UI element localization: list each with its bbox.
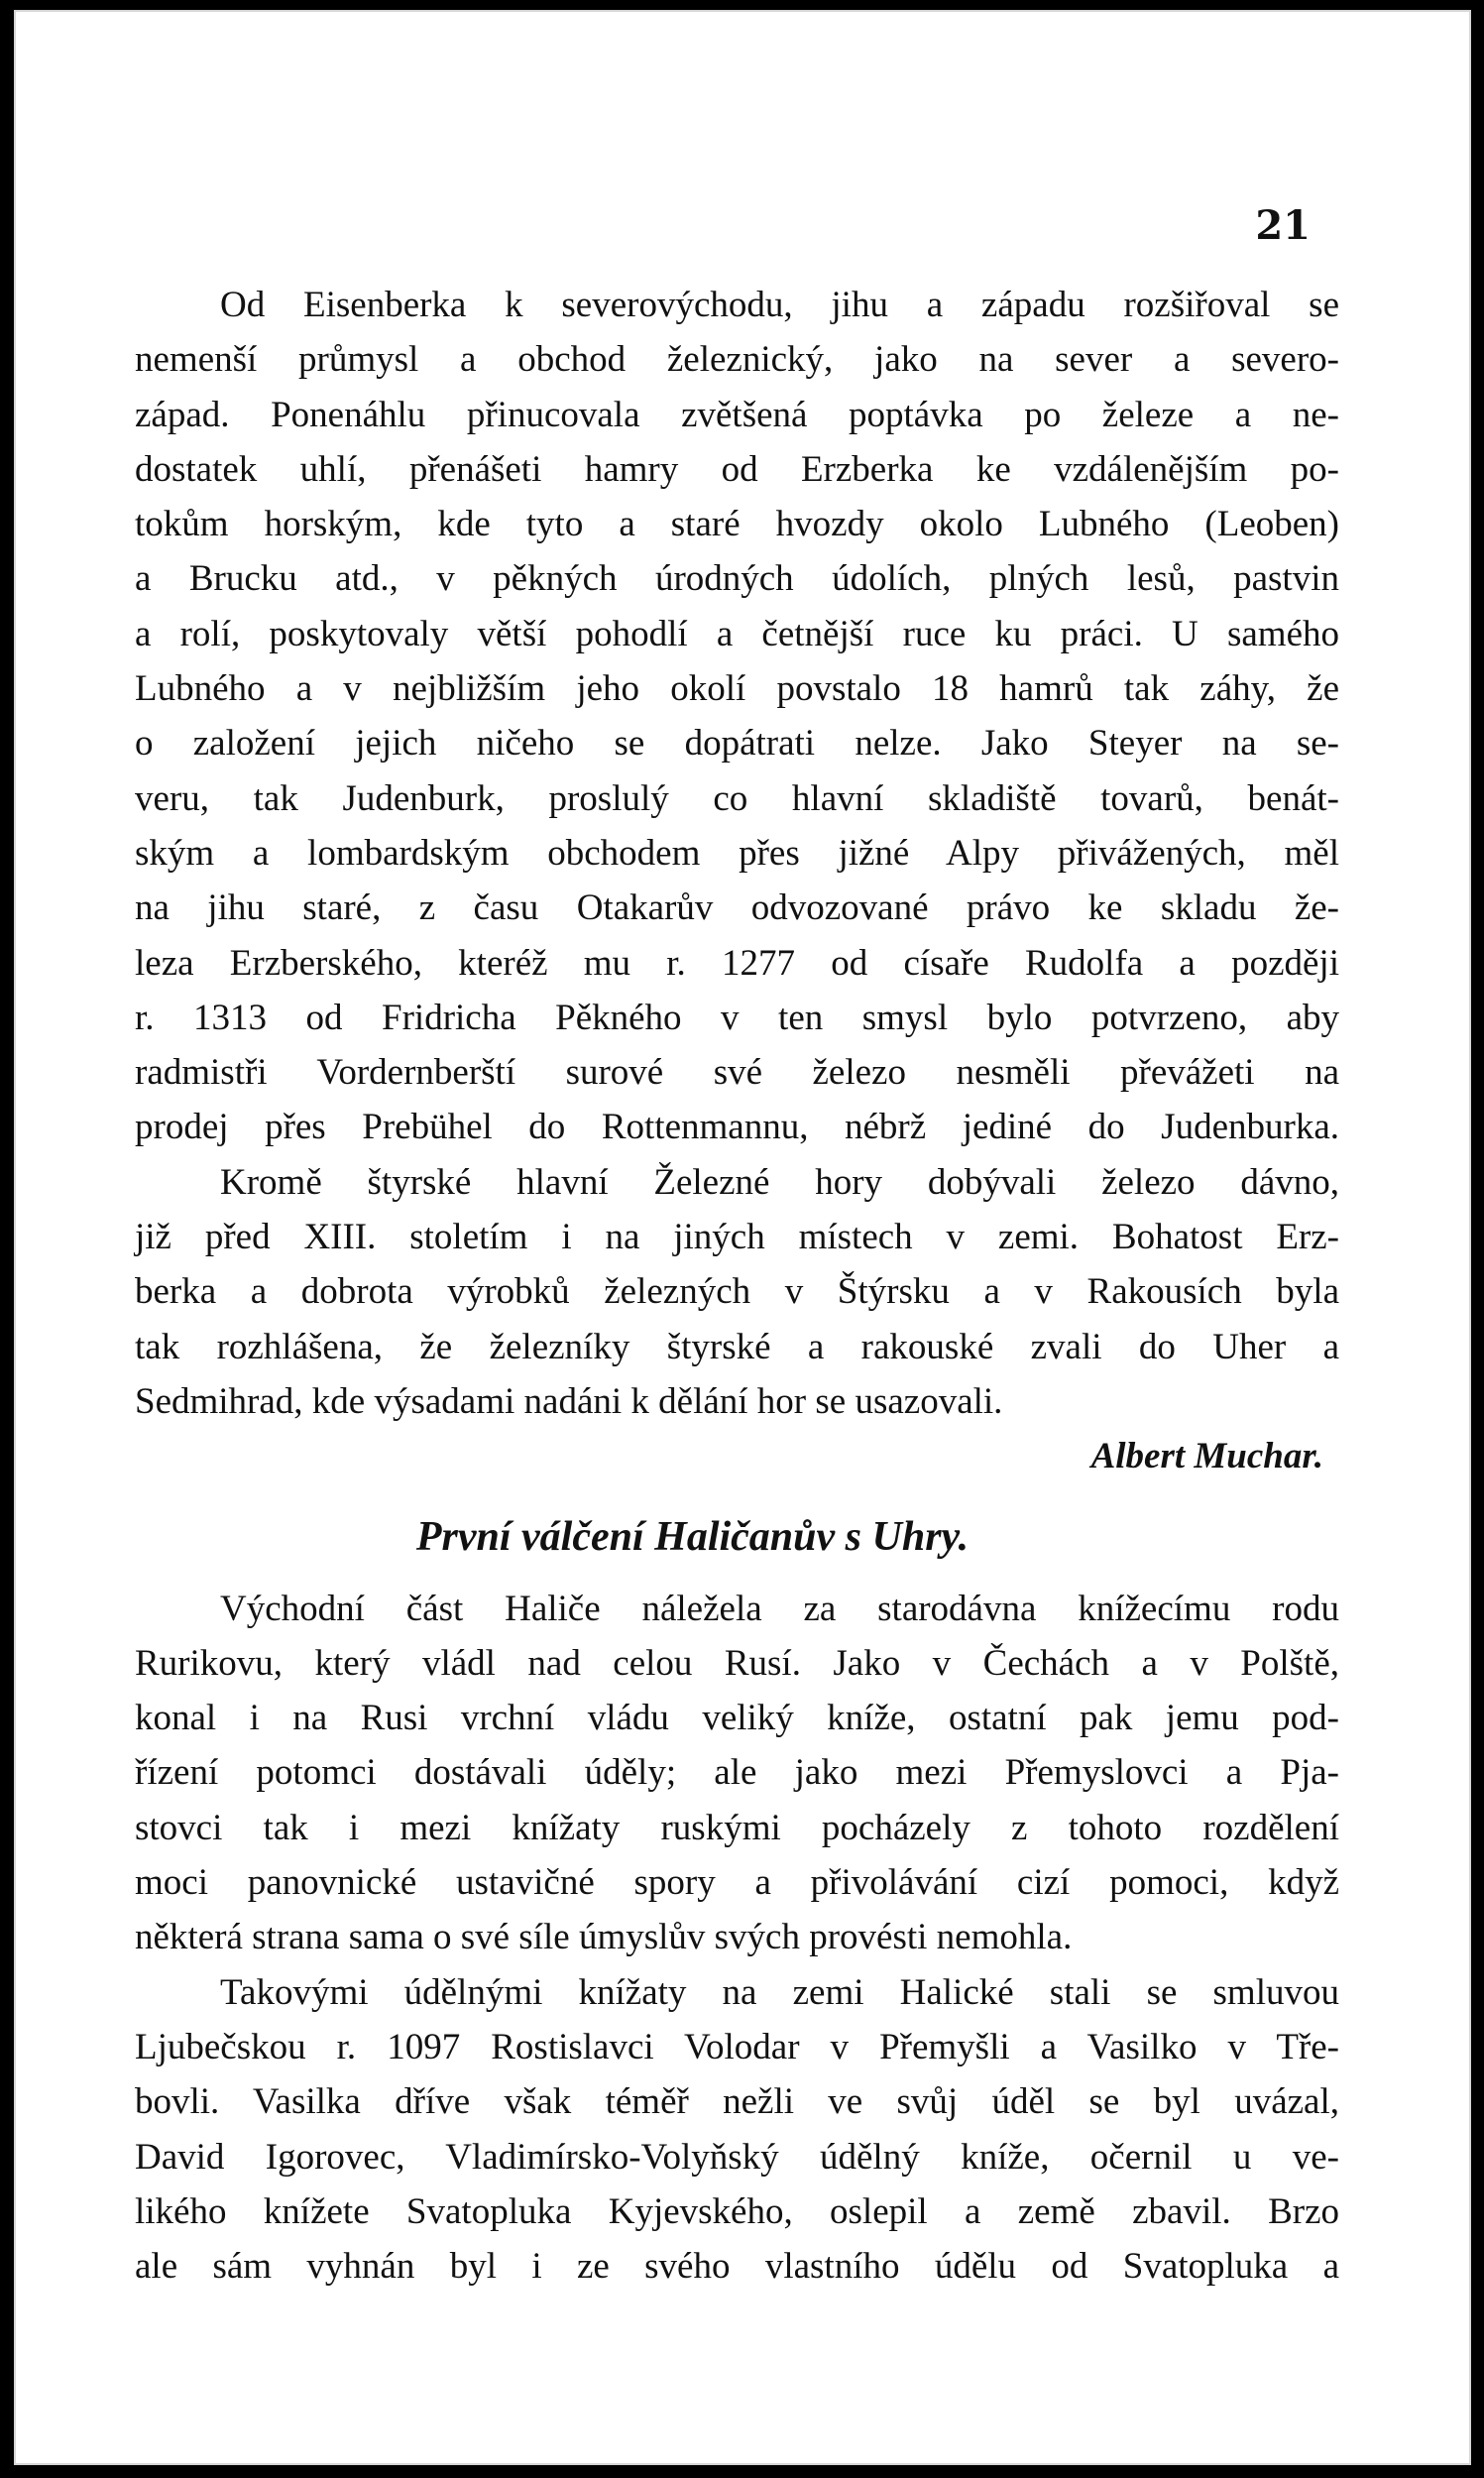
text-line: prodej přes Prebühel do Rottenmannu, nébrž jediné do Judenburka. xyxy=(135,1107,1339,1148)
text-line: Lubného a v nejbližším jeho okolí povstalo 18 hamrů tak záhy, že xyxy=(135,668,1339,710)
text-line: moci panovnické ustavičné spory a přivolávání cizí pomoci, když xyxy=(135,1862,1339,1904)
text-line: a rolí, poskytovaly větší pohodlí a četnější ruce ku práci. U samého xyxy=(135,613,1339,654)
text-line: Sedmihrad, kde výsadami nadáni k dělání hor se usazovali. xyxy=(135,1380,1003,1422)
text-line: Ljubečskou r. 1097 Rostislavci Volodar v Přemyšli a Vasilko v Tře- xyxy=(135,2026,1339,2067)
text-line: stovci tak i mezi knížaty ruskými pocházely z tohoto rozdělení xyxy=(135,1807,1339,1848)
text-line: a Brucku atd., v pěkných úrodných údolích, plných lesů, pastvin xyxy=(135,558,1339,600)
text-line: tokům horským, kde tyto a staré hvozdy okolo Lubného (Leoben) xyxy=(135,504,1339,545)
text-line: Takovými údělnými knížaty na zemi Halické stali se smluvou xyxy=(220,1971,1339,2013)
text-line: konal i na Rusi vrchní vládu veliký kníže, ostatní pak jemu pod- xyxy=(135,1698,1339,1739)
text-line: Východní část Haliče náležela za starodávna knížecímu rodu xyxy=(220,1588,1339,1629)
text-line: veru, tak Judenburk, proslulý co hlavní skladiště tovarů, benát- xyxy=(135,777,1339,819)
text-line: dostatek uhlí, přenášeti hamry od Erzberka ke vzdálenějším po- xyxy=(135,448,1339,490)
text-line: západ. Ponenáhlu přinucovala zvětšená poptávka po železe a ne- xyxy=(135,394,1339,435)
paragraph-zelezna-hora xyxy=(135,1155,1339,1429)
text-line: již před XIII. stoletím i na jiných místech v zemi. Bohatost Erz- xyxy=(135,1217,1339,1258)
text-line: David Igorovec, Vladimírsko-Volyňský údělný kníže, očernil u ve- xyxy=(135,2136,1339,2178)
page-number: 21 xyxy=(1255,202,1311,249)
text-body xyxy=(135,278,1339,2294)
text-line: některá strana sama o své síle úmyslův svých provésti nemohla. xyxy=(135,1917,1073,1958)
text-line: Kromě štyrské hlavní Železné hory dobývali železo dávno, xyxy=(220,1161,1339,1203)
text-line: likého knížete Svatopluka Kyjevského, oslepil a země zbavil. Brzo xyxy=(135,2190,1339,2232)
text-line: radmistři Vordernberští surové své železo nesměli převážeti na xyxy=(135,1052,1339,1094)
text-line: Rurikovu, který vládl nad celou Rusí. Jako v Čechách a v Polště, xyxy=(135,1642,1339,1684)
text-line: Od Eisenberka k severovýchodu, jihu a západu rozšiřoval se xyxy=(220,285,1339,325)
text-line: r. 1313 od Fridricha Pěkného v ten smysl bylo potvrzeno, aby xyxy=(135,997,1339,1038)
text-line: ským a lombardským obchodem přes jižné Alpy přivážených, měl xyxy=(135,832,1339,874)
text-line: ale sám vyhnán byl i ze svého vlastního údělu od Svatopluka a xyxy=(135,2246,1339,2288)
author-signature: Albert Muchar. xyxy=(1090,1436,1323,1477)
text-line: bovli. Vasilka dříve však téměř nežli ve svůj úděl se byl uvázal, xyxy=(135,2081,1339,2123)
text-line: nemenší průmysl a obchod železnický, jako na sever a severo- xyxy=(135,339,1339,381)
book-page xyxy=(14,10,1471,2465)
paragraph-halic xyxy=(135,1582,1339,1965)
text-line: na jihu staré, z času Otakarův odvozované právo ke skladu že- xyxy=(135,887,1339,929)
paragraph-udelna-knizata xyxy=(135,1965,1339,2295)
text-line: o založení jejich ničeho se dopátrati nelze. Jako Steyer na se- xyxy=(135,723,1339,765)
section-heading: První válčení Haličanův s Uhry. xyxy=(415,1513,970,1560)
paragraph-eisenberk xyxy=(135,278,1339,1155)
text-line: řízení potomci dostávali úděly; ale jako mezi Přemyslovci a Pja- xyxy=(135,1752,1339,1794)
text-line: tak rozhlášena, že železníky štyrské a rakouské zvali do Uher a xyxy=(135,1326,1339,1367)
text-line: leza Erzberského, kteréž mu r. 1277 od císaře Rudolfa a později xyxy=(135,942,1339,984)
text-line: berka a dobrota výrobků železných v Štýrsku a v Rakousích byla xyxy=(135,1271,1339,1313)
